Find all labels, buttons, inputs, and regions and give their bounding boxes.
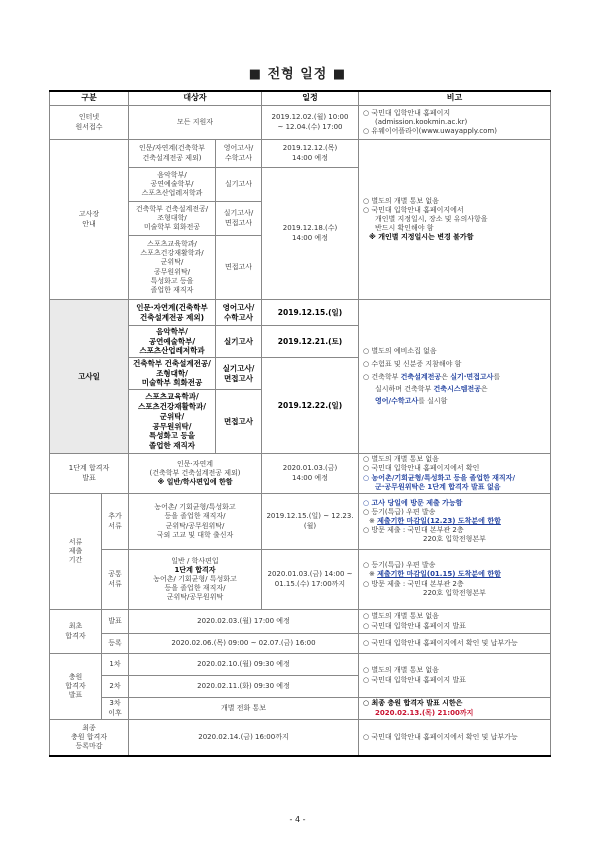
category-label: 원서접수 bbox=[75, 122, 103, 131]
target-text: 건축학부 건축설계전공/ bbox=[135, 204, 209, 213]
category-label: 서류 bbox=[68, 537, 83, 546]
exam-type-text: 실기고사/ bbox=[223, 209, 254, 218]
table-row bbox=[50, 698, 551, 720]
schedule-text: 14:00 예정 bbox=[292, 473, 328, 482]
target-text: 특성화고 등을 bbox=[148, 431, 196, 441]
schedule-text: 14:00 예정 bbox=[292, 233, 328, 242]
remark-text: ○ 국민대 입학안내 홈페이지 발표 bbox=[363, 621, 466, 630]
remark-text: ○ 농어촌/기회균형/특성화고 등을 졸업한 재직자/ bbox=[363, 473, 516, 482]
target-cell bbox=[129, 454, 262, 494]
target-text: 등을 졸업한 재직자/ bbox=[164, 584, 226, 593]
table-row bbox=[50, 550, 551, 610]
target-text: 농어촌/ 기회균형/ 특성화고 bbox=[153, 574, 237, 583]
category-label: 고사장 bbox=[78, 210, 100, 219]
remarks-cell bbox=[359, 106, 551, 140]
target-text: (건축학부 건축설계전공 제외) bbox=[149, 468, 241, 477]
target-text: 공연예술학부/ bbox=[148, 336, 196, 346]
remark-text: ○ 국민대 입학안내 홈페이지 bbox=[363, 108, 451, 117]
category-label: 제출 bbox=[68, 546, 83, 555]
warning-text: ※ 개인별 지정일시는 변경 불가함 bbox=[369, 233, 474, 242]
target-text: 졸업한 재직자 bbox=[150, 285, 194, 294]
remark-text: ○ 최종 충원 합격자 발표 시한은 bbox=[363, 699, 463, 708]
target-cell: 모든 지원자 bbox=[129, 106, 262, 140]
exam-type-text: 실기고사/ bbox=[222, 363, 255, 373]
target-text: 인문·자연계(건축학부 bbox=[136, 302, 208, 312]
remark-text: 220호 입학전형본부 bbox=[423, 588, 486, 597]
category-label: 발표 bbox=[68, 691, 83, 700]
header-category: 구분 bbox=[50, 91, 129, 106]
remark-text: ○ 고사 당일에 방문 제출 가능함 bbox=[363, 498, 463, 507]
subcategory-cell bbox=[102, 494, 129, 550]
target-text: 농어촌/ 기회균형/특성화고 bbox=[154, 503, 236, 512]
remark-text: 반드시 확인해야 함 bbox=[375, 224, 434, 233]
schedule-cell bbox=[262, 140, 359, 168]
target-cell bbox=[129, 300, 216, 326]
target-cell bbox=[129, 390, 216, 454]
remark-text: ○ 별도의 개별 통보 없음 bbox=[363, 666, 439, 675]
schedule-cell bbox=[262, 550, 359, 610]
schedule-text: 2019.12.12.(목) bbox=[282, 144, 338, 153]
target-cell bbox=[129, 236, 216, 300]
target-text: 군위탁/공무원위탁 bbox=[166, 593, 224, 602]
target-text: 등을 졸업한 재직자/ bbox=[164, 512, 226, 521]
table-row bbox=[50, 610, 551, 634]
remark-text: ○ 국민대 입학안내 홈페이지 발표 bbox=[363, 675, 466, 684]
schedule-cell bbox=[262, 106, 359, 140]
remark-text: ○ 별도의 개별 통보 없음 bbox=[363, 612, 439, 621]
schedule-text: 2020.01.03.(금) 14:00 ~ bbox=[267, 570, 353, 579]
table-row bbox=[50, 454, 551, 494]
category-cell bbox=[50, 720, 129, 756]
target-text: 공무원위탁/ bbox=[152, 421, 192, 431]
remark-text: (admission.kookmin.ac.kr) bbox=[375, 117, 468, 126]
subcategory-label: 3차 bbox=[109, 699, 121, 708]
remarks-cell bbox=[359, 698, 551, 720]
target-text: 스포츠건강재활학과/ bbox=[138, 402, 206, 411]
schedule-text: 2020.01.03.(금) bbox=[282, 464, 338, 473]
target-cell bbox=[129, 358, 216, 390]
exam-type-cell: 면접고사 bbox=[216, 390, 262, 454]
subcategory-cell bbox=[102, 550, 129, 610]
target-text: 졸업한 재직자 bbox=[148, 441, 196, 450]
schedule-table bbox=[49, 90, 551, 757]
table-row bbox=[50, 494, 551, 550]
exam-type-text: 영어고사/ bbox=[223, 144, 254, 153]
category-cell bbox=[50, 654, 102, 720]
category-label: 등록마감 bbox=[75, 741, 103, 750]
category-cell bbox=[50, 610, 102, 654]
table-row bbox=[50, 106, 551, 140]
category-cell bbox=[50, 140, 129, 300]
page-number: - 4 - bbox=[289, 815, 306, 824]
target-text: 일반 / 학사편입 bbox=[171, 556, 219, 565]
table-row bbox=[50, 300, 551, 326]
exam-type-cell: 실기고사 bbox=[216, 326, 262, 358]
remark-text: ○ 등기(특급) 우편 발송 bbox=[363, 561, 436, 570]
schedule-cell: 2020.02.10.(월) 09:30 예정 bbox=[129, 654, 359, 676]
schedule-cell: 2020.02.03.(월) 17:00 예정 bbox=[129, 610, 359, 634]
remarks-cell: ○ 국민대 입학안내 홈페이지에서 확인 및 납부가능 bbox=[359, 634, 551, 654]
remarks-cell bbox=[359, 140, 551, 300]
remarks-cell: ○ 국민대 입학안내 홈페이지에서 확인 및 납부가능 bbox=[359, 720, 551, 756]
remark-text: ○ 방문 제출 : 국민대 본부관 2층 bbox=[363, 579, 464, 588]
remark-text: 군·공무원위탁은 1단계 합격자 발표 없음 bbox=[375, 482, 501, 491]
schedule-cell: 2019.12.22.(일) bbox=[262, 358, 359, 454]
category-cell bbox=[50, 454, 129, 494]
target-text: 미술학부 회화전공 bbox=[143, 223, 201, 232]
subcategory-label: 서류 bbox=[108, 579, 122, 588]
header-remarks: 비고 bbox=[359, 91, 551, 106]
exam-type-text: 영어고사/ bbox=[222, 302, 255, 312]
schedule-text: 2019.12.18.(수) bbox=[282, 224, 338, 233]
category-label: 기간 bbox=[68, 556, 83, 565]
category-cell bbox=[50, 494, 102, 610]
header-row bbox=[50, 91, 551, 106]
target-text: 스포츠건강재활학과/ bbox=[140, 249, 204, 258]
schedule-cell bbox=[262, 454, 359, 494]
target-text: 음악학부/ bbox=[156, 326, 188, 336]
target-text: 미술학부 회화전공 bbox=[141, 378, 203, 388]
target-text: 건축설계전공 제외) bbox=[140, 312, 204, 322]
exam-type-text: 수학고사 bbox=[224, 153, 253, 162]
target-text: 음악학부/ bbox=[157, 170, 187, 179]
category-label: 합격자 bbox=[65, 631, 86, 640]
target-text: 국외 고교 및 대학 출신자 bbox=[156, 530, 234, 539]
target-cell bbox=[129, 550, 262, 610]
category-label: 합격자 bbox=[65, 681, 86, 690]
schedule-cell bbox=[262, 168, 359, 300]
remarks-cell bbox=[359, 454, 551, 494]
category-label: 최종 bbox=[82, 723, 96, 732]
target-text: 특성화고 등을 bbox=[150, 276, 194, 285]
subcategory-label: 이후 bbox=[108, 708, 122, 717]
remarks-cell bbox=[359, 654, 551, 698]
target-cell bbox=[129, 494, 262, 550]
target-text: 군위탁/공무원위탁/ bbox=[165, 521, 225, 530]
category-label: 최초 bbox=[68, 622, 83, 631]
remark-text: 개인별 지정일시, 장소 및 유의사항을 bbox=[375, 214, 488, 223]
remark-text: ○ 국민대 입학안내 홈페이지에서 bbox=[363, 205, 464, 214]
target-text: 건축설계전공 제외) bbox=[142, 153, 202, 162]
target-text: 조형대학/ bbox=[157, 213, 187, 222]
target-text: 1단계 합격자 bbox=[174, 565, 216, 574]
exam-type-cell bbox=[216, 358, 262, 390]
table-row bbox=[50, 140, 551, 168]
target-cell bbox=[129, 202, 216, 236]
category-label: 1단계 합격자 bbox=[68, 464, 110, 473]
target-text: 군위탁/ bbox=[159, 411, 185, 421]
table-row bbox=[50, 634, 551, 654]
schedule-cell: 2019.12.15.(일) bbox=[262, 300, 359, 326]
exam-type-text: 면접고사 bbox=[224, 218, 253, 227]
schedule-cell: 2020.02.11.(화) 09:30 예정 bbox=[129, 676, 359, 698]
target-cell bbox=[129, 168, 216, 202]
category-label: 인터넷 bbox=[78, 113, 100, 122]
exam-type-cell bbox=[216, 300, 262, 326]
target-text: 군위탁/ bbox=[160, 258, 184, 267]
subcategory-label: 공통 bbox=[108, 570, 122, 579]
remark-text: 220호 입학전형본부 bbox=[423, 535, 486, 544]
remarks-cell bbox=[359, 300, 551, 454]
target-text: 인문/자연계(건축학부 bbox=[139, 144, 205, 153]
category-cell: 고사일 bbox=[50, 300, 129, 454]
remarks-cell bbox=[359, 610, 551, 634]
remark-text: 영어/수학고사를 실시함 bbox=[375, 397, 448, 406]
subcategory-cell: 등록 bbox=[102, 634, 129, 654]
target-text: 조형대학/ bbox=[156, 368, 188, 378]
schedule-text: 01.15.(수) 17:00까지 bbox=[274, 579, 346, 588]
remark-text: ○ 국민대 입학안내 홈페이지에서 확인 bbox=[363, 464, 480, 473]
category-label: 발표 bbox=[82, 473, 96, 482]
subcategory-cell: 발표 bbox=[102, 610, 129, 634]
schedule-text: 2019.12.02.(월) 10:00 bbox=[271, 113, 349, 122]
remarks-cell bbox=[359, 494, 551, 550]
exam-type-text: 면접고사 bbox=[224, 373, 253, 383]
remark-text: 2020.02.13.(목) 21:00까지 bbox=[375, 708, 474, 717]
remark-text: ○ 건축학부 건축설계전공은 실기·면접고사를 bbox=[363, 372, 501, 381]
category-label: 충원 bbox=[68, 672, 83, 681]
category-label: 충원 합격자 bbox=[70, 732, 108, 741]
remarks-cell bbox=[359, 550, 551, 610]
target-text: 공연예술학부/ bbox=[150, 179, 194, 188]
target-text: ※ 일반/학사편입에 한함 bbox=[157, 478, 233, 487]
table-row bbox=[50, 720, 551, 756]
remark-text: 실시하며 건축학부 건축시스템전공은 bbox=[375, 385, 488, 394]
target-text: 건축학부 건축설계전공/ bbox=[133, 358, 211, 368]
remark-text: ※ 제출기한 마감일(01.15) 도착분에 한함 bbox=[369, 570, 501, 579]
target-text: 스포츠산업레저학과 bbox=[141, 189, 203, 198]
schedule-cell: 2020.02.06.(목) 09:00 ~ 02.07.(금) 16:00 bbox=[129, 634, 359, 654]
schedule-cell: 2020.02.14.(금) 16:00까지 bbox=[129, 720, 359, 756]
remark-text: ○ 방문 제출 : 국민대 본부관 2층 bbox=[363, 526, 464, 535]
target-text: 공무원위탁/ bbox=[153, 267, 191, 276]
remark-text: ○ 별도의 개별 통보 없음 bbox=[363, 196, 439, 205]
schedule-cell: 개별 전화 통보 bbox=[129, 698, 359, 720]
exam-type-cell: 면접고사 bbox=[216, 236, 262, 300]
exam-type-text: 수학고사 bbox=[224, 312, 253, 322]
target-text: 인문·자연계 bbox=[176, 459, 214, 468]
remark-text: ※ 제출기한 마감일(12.23) 도착분에 한함 bbox=[369, 516, 501, 525]
subcategory-cell: 2차 bbox=[102, 676, 129, 698]
remark-text: ○ 수험표 및 신분증 지참해야 함 bbox=[363, 359, 462, 368]
schedule-text: 14:00 예정 bbox=[292, 153, 328, 162]
remark-text: ○ 등기(특급) 우편 발송 bbox=[363, 507, 436, 516]
schedule-cell: 2019.12.15.(일) ~ 12.23.(월) bbox=[262, 494, 359, 550]
target-cell bbox=[129, 326, 216, 358]
header-schedule: 일정 bbox=[262, 91, 359, 106]
target-text: 스포츠교육학과/ bbox=[147, 240, 197, 249]
target-cell bbox=[129, 140, 216, 168]
schedule-cell: 2019.12.21.(토) bbox=[262, 326, 359, 358]
table-row bbox=[50, 654, 551, 676]
page-title: ■ 전형 일정 ■ bbox=[248, 67, 347, 82]
exam-type-cell bbox=[216, 202, 262, 236]
subcategory-cell bbox=[102, 698, 129, 720]
category-label: 안내 bbox=[82, 219, 96, 228]
remark-text: ○ 별도의 예비소집 없음 bbox=[363, 346, 437, 355]
schedule-text: ~ 12.04.(수) 17:00 bbox=[277, 122, 343, 131]
category-cell bbox=[50, 106, 129, 140]
remark-text: ○ 별도의 개별 통보 없음 bbox=[363, 455, 439, 464]
remark-text: ○ 유웨이어플라이(www.uwayapply.com) bbox=[363, 127, 497, 136]
subcategory-label: 서류 bbox=[108, 521, 122, 530]
target-text: 스포츠산업레저학과 bbox=[139, 346, 205, 356]
exam-type-cell: 실기고사 bbox=[216, 168, 262, 202]
header-target: 대상자 bbox=[129, 91, 262, 106]
target-text: 스포츠교육학과/ bbox=[145, 392, 199, 402]
subcategory-cell: 1차 bbox=[102, 654, 129, 676]
subcategory-label: 추가 bbox=[108, 512, 122, 521]
exam-type-cell bbox=[216, 140, 262, 168]
